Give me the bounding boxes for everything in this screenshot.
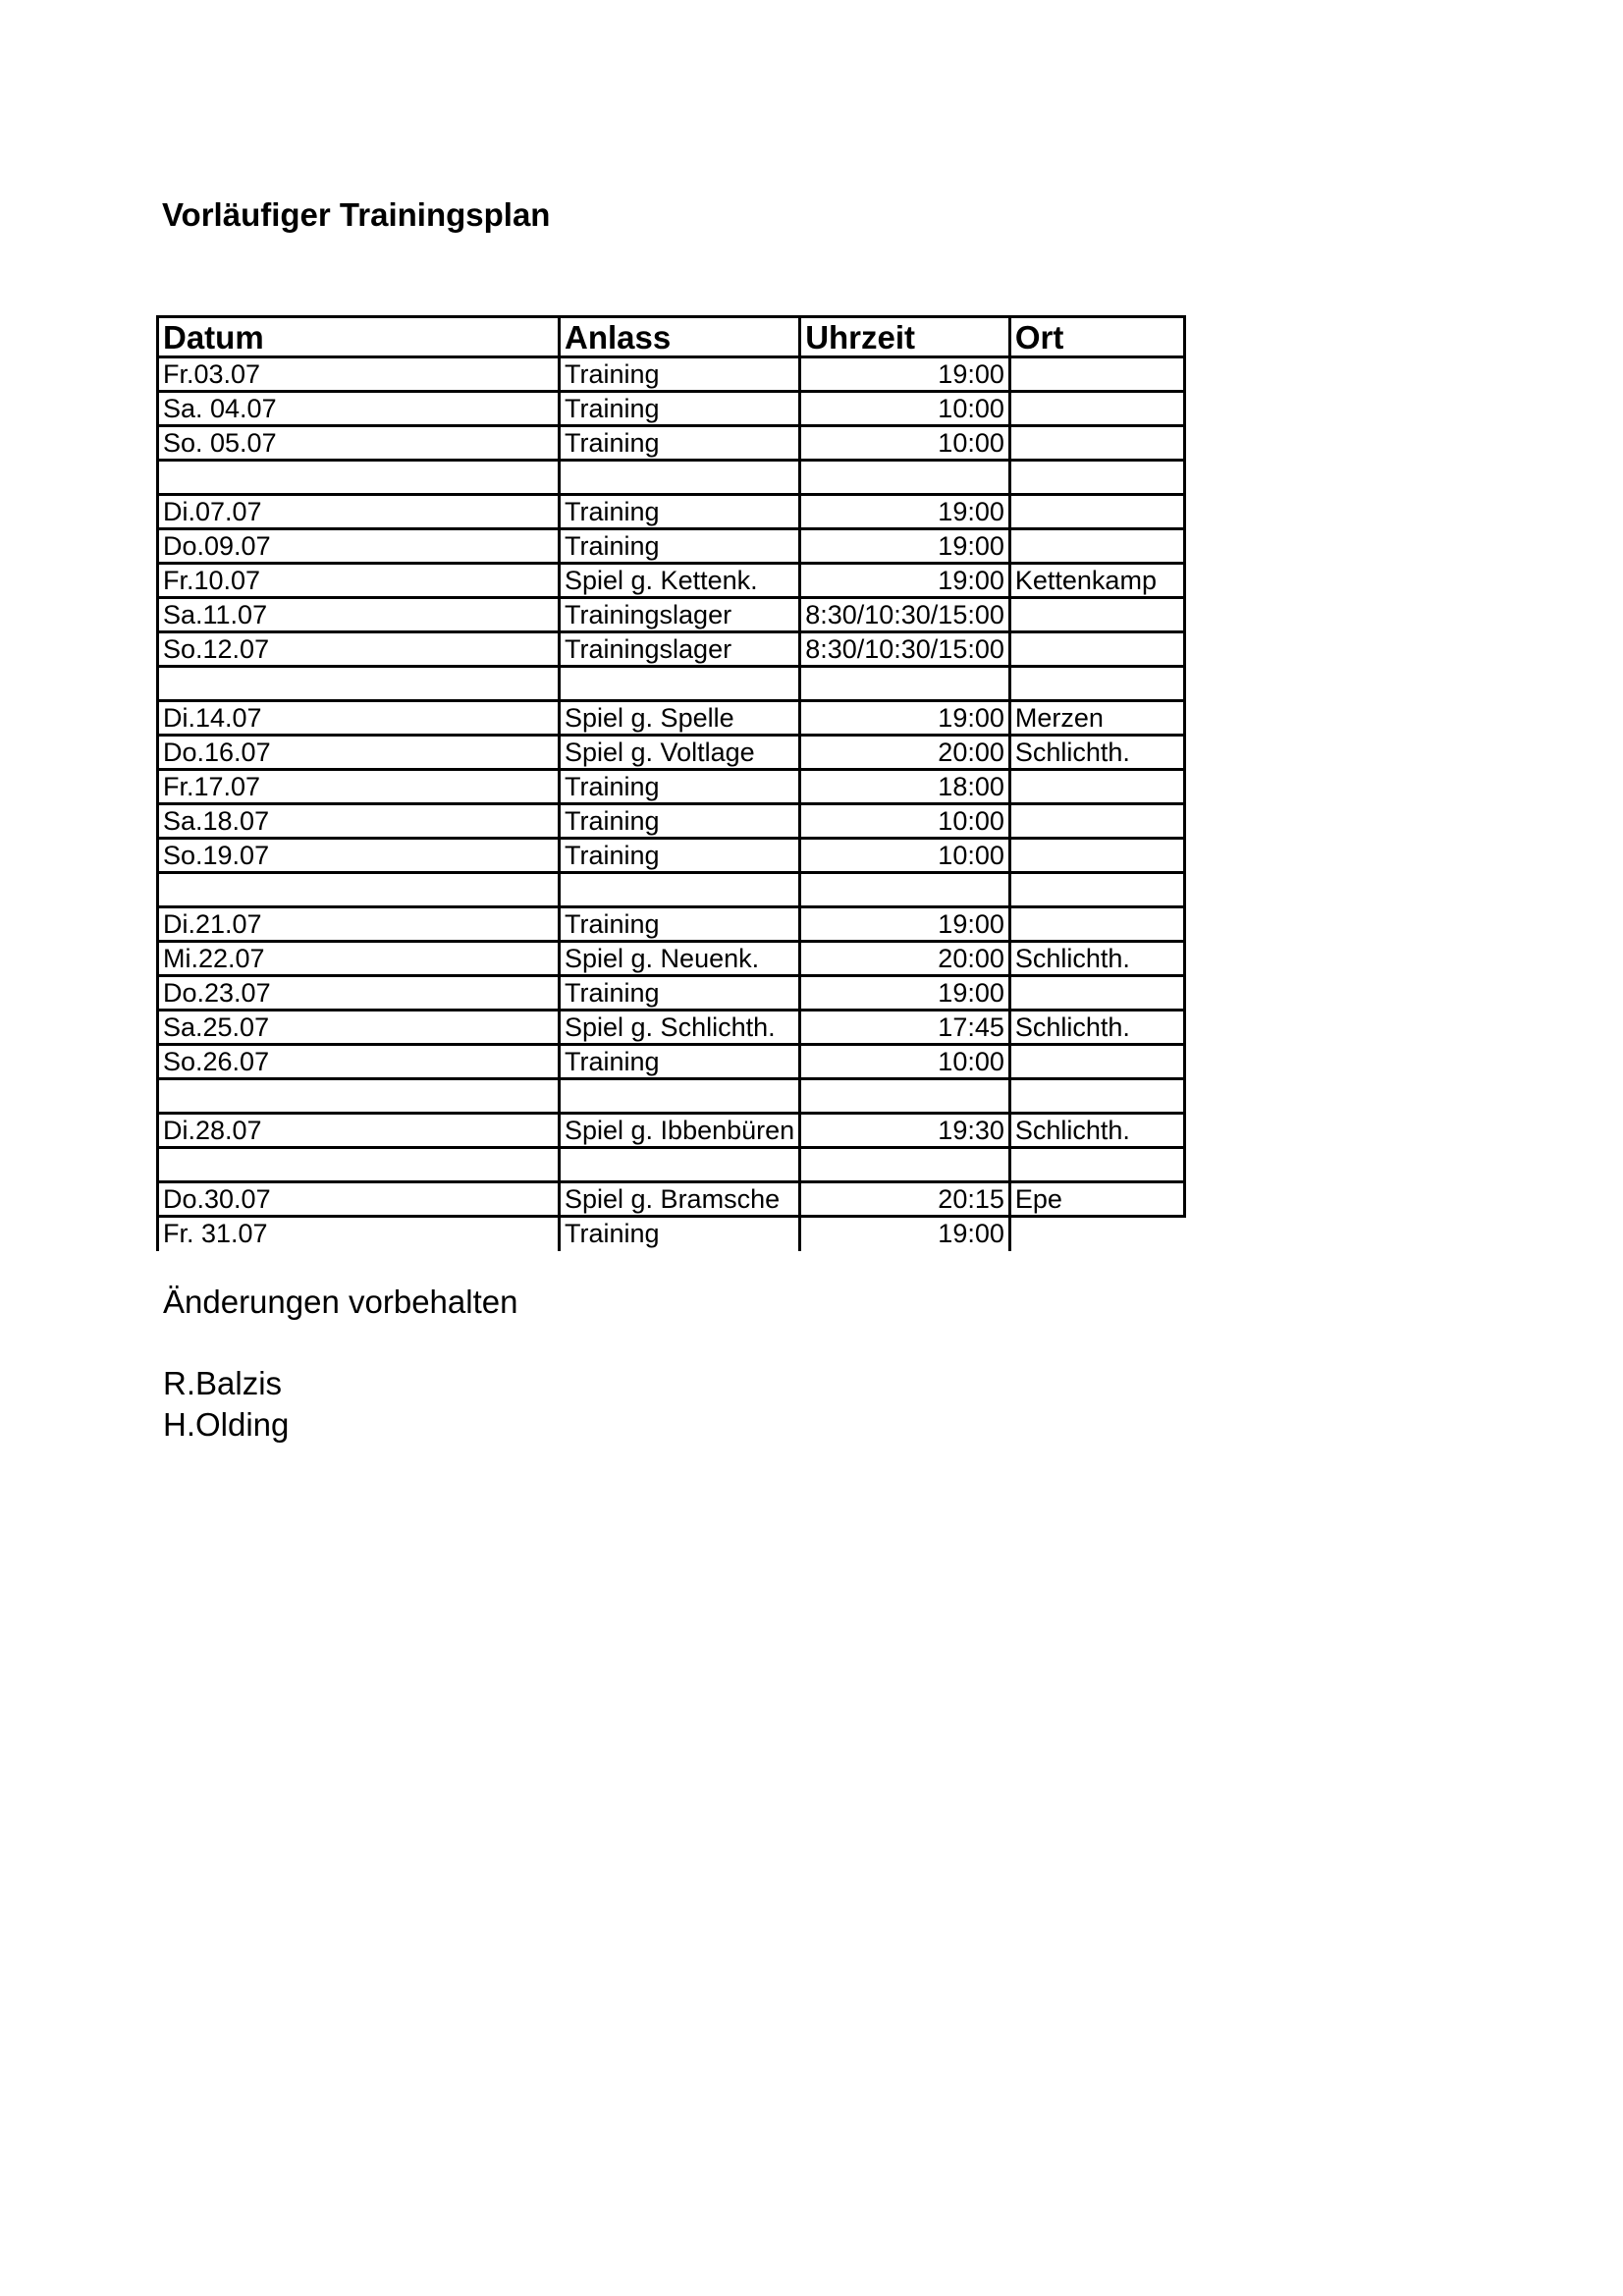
- schedule-table-container: [156, 315, 1186, 1251]
- cell-uhrzeit: 19:00: [800, 701, 1010, 736]
- cell-datum: Do.16.07: [158, 736, 560, 770]
- cell-uhrzeit: [800, 873, 1010, 907]
- cell-anlass: Trainingslager: [560, 598, 800, 632]
- cell-uhrzeit: 10:00: [800, 392, 1010, 426]
- cell-datum: Sa.25.07: [158, 1011, 560, 1045]
- cell-ort: [1009, 907, 1184, 942]
- cell-datum: Fr.10.07: [158, 564, 560, 598]
- cell-datum: Di.14.07: [158, 701, 560, 736]
- signature-name: R.Balzis: [163, 1365, 283, 1401]
- table-row: [158, 1217, 1185, 1251]
- cell-uhrzeit: 10:00: [800, 839, 1010, 873]
- cell-datum: So. 05.07: [158, 426, 560, 461]
- cell-uhrzeit: 19:00: [800, 907, 1010, 942]
- cell-datum: Di.21.07: [158, 907, 560, 942]
- column-header-datum: Datum: [158, 317, 560, 357]
- cell-uhrzeit: 19:00: [800, 357, 1010, 392]
- cell-ort: [1009, 598, 1184, 632]
- cell-anlass: [560, 667, 800, 701]
- table-row: [158, 1114, 1185, 1148]
- cell-anlass: Training: [560, 529, 800, 564]
- cell-uhrzeit: 19:00: [800, 529, 1010, 564]
- cell-anlass: [560, 1079, 800, 1114]
- cell-datum: So.12.07: [158, 632, 560, 667]
- column-header-ort: Ort: [1009, 317, 1184, 357]
- cell-anlass: Training: [560, 392, 800, 426]
- cell-uhrzeit: 20:15: [800, 1182, 1010, 1217]
- cell-uhrzeit: 19:00: [800, 564, 1010, 598]
- cell-anlass: Training: [560, 907, 800, 942]
- cell-uhrzeit: 19:00: [800, 495, 1010, 529]
- cell-datum: Di.28.07: [158, 1114, 560, 1148]
- table-header-row: [158, 317, 1185, 357]
- cell-datum: [158, 667, 560, 701]
- table-row: [158, 357, 1185, 392]
- table-row: [158, 1045, 1185, 1079]
- cell-uhrzeit: [800, 1079, 1010, 1114]
- cell-uhrzeit: 18:00: [800, 770, 1010, 804]
- cell-datum: [158, 461, 560, 495]
- cell-uhrzeit: 20:00: [800, 942, 1010, 976]
- cell-anlass: Spiel g. Bramsche: [560, 1182, 800, 1217]
- table-spacer-row: [158, 1079, 1185, 1114]
- cell-ort: [1009, 839, 1184, 873]
- cell-ort: Schlichth.: [1009, 1114, 1184, 1148]
- column-header-anlass: Anlass: [560, 317, 800, 357]
- cell-datum: Mi.22.07: [158, 942, 560, 976]
- cell-anlass: Training: [560, 357, 800, 392]
- cell-ort: [1009, 461, 1184, 495]
- cell-ort: Merzen: [1009, 701, 1184, 736]
- cell-datum: Fr.17.07: [158, 770, 560, 804]
- table-row: [158, 736, 1185, 770]
- cell-anlass: [560, 461, 800, 495]
- table-row: [158, 495, 1185, 529]
- table-spacer-row: [158, 1148, 1185, 1182]
- cell-anlass: Training: [560, 1045, 800, 1079]
- cell-ort: [1009, 976, 1184, 1011]
- cell-anlass: [560, 873, 800, 907]
- cell-ort: [1009, 426, 1184, 461]
- cell-ort: [1009, 529, 1184, 564]
- cell-ort: Schlichth.: [1009, 736, 1184, 770]
- schedule-table: [156, 315, 1186, 1251]
- cell-datum: [158, 1148, 560, 1182]
- cell-ort: [1009, 392, 1184, 426]
- table-row: [158, 529, 1185, 564]
- cell-anlass: Spiel g. Neuenk.: [560, 942, 800, 976]
- cell-datum: Sa.11.07: [158, 598, 560, 632]
- cell-anlass: Spiel g. Spelle: [560, 701, 800, 736]
- cell-anlass: Training: [560, 976, 800, 1011]
- cell-anlass: Training: [560, 1217, 800, 1251]
- cell-ort: [1009, 357, 1184, 392]
- cell-uhrzeit: 10:00: [800, 426, 1010, 461]
- cell-anlass: Spiel g. Kettenk.: [560, 564, 800, 598]
- cell-datum: So.26.07: [158, 1045, 560, 1079]
- table-spacer-row: [158, 667, 1185, 701]
- cell-ort: Epe: [1009, 1182, 1184, 1217]
- cell-uhrzeit: [800, 461, 1010, 495]
- cell-uhrzeit: 8:30/10:30/15:00: [800, 598, 1010, 632]
- cell-ort: [1009, 1148, 1184, 1182]
- cell-ort: [1009, 1079, 1184, 1114]
- table-row: [158, 770, 1185, 804]
- cell-uhrzeit: 17:45: [800, 1011, 1010, 1045]
- cell-ort: Kettenkamp: [1009, 564, 1184, 598]
- table-row: [158, 907, 1185, 942]
- cell-datum: Di.07.07: [158, 495, 560, 529]
- column-header-uhrzeit: Uhrzeit: [800, 317, 1010, 357]
- cell-datum: Do.09.07: [158, 529, 560, 564]
- table-row: [158, 942, 1185, 976]
- table-row: [158, 839, 1185, 873]
- cell-ort: [1009, 1045, 1184, 1079]
- schedule-table-body: [158, 357, 1185, 1251]
- cell-ort: [1009, 1217, 1184, 1251]
- cell-datum: Do.30.07: [158, 1182, 560, 1217]
- cell-anlass: [560, 1148, 800, 1182]
- cell-uhrzeit: 20:00: [800, 736, 1010, 770]
- cell-anlass: Trainingslager: [560, 632, 800, 667]
- table-row: [158, 598, 1185, 632]
- cell-ort: [1009, 873, 1184, 907]
- table-row: [158, 1182, 1185, 1217]
- cell-ort: Schlichth.: [1009, 1011, 1184, 1045]
- table-row: [158, 1011, 1185, 1045]
- table-row: [158, 976, 1185, 1011]
- table-row: [158, 632, 1185, 667]
- cell-datum: Fr.03.07: [158, 357, 560, 392]
- cell-ort: [1009, 632, 1184, 667]
- table-row: [158, 701, 1185, 736]
- cell-uhrzeit: 10:00: [800, 804, 1010, 839]
- cell-anlass: Spiel g. Ibbenbüren: [560, 1114, 800, 1148]
- signature-name: H.Olding: [163, 1406, 290, 1443]
- cell-ort: [1009, 495, 1184, 529]
- cell-datum: So.19.07: [158, 839, 560, 873]
- table-row: [158, 426, 1185, 461]
- cell-ort: [1009, 770, 1184, 804]
- cell-anlass: Training: [560, 804, 800, 839]
- page-title: Vorläufiger Trainingsplan: [162, 196, 551, 233]
- cell-uhrzeit: 19:00: [800, 976, 1010, 1011]
- cell-uhrzeit: [800, 1148, 1010, 1182]
- table-spacer-row: [158, 873, 1185, 907]
- table-row: [158, 392, 1185, 426]
- cell-anlass: Training: [560, 770, 800, 804]
- cell-ort: Schlichth.: [1009, 942, 1184, 976]
- table-spacer-row: [158, 461, 1185, 495]
- cell-datum: [158, 873, 560, 907]
- cell-datum: [158, 1079, 560, 1114]
- cell-anlass: Spiel g. Schlichth.: [560, 1011, 800, 1045]
- cell-datum: Fr. 31.07: [158, 1217, 560, 1251]
- disclaimer-note: Änderungen vorbehalten: [163, 1284, 518, 1320]
- cell-uhrzeit: 19:30: [800, 1114, 1010, 1148]
- cell-anlass: Spiel g. Voltlage: [560, 736, 800, 770]
- table-row: [158, 564, 1185, 598]
- cell-anlass: Training: [560, 839, 800, 873]
- cell-anlass: Training: [560, 426, 800, 461]
- cell-uhrzeit: 8:30/10:30/15:00: [800, 632, 1010, 667]
- cell-uhrzeit: 19:00: [800, 1217, 1010, 1251]
- cell-uhrzeit: [800, 667, 1010, 701]
- cell-uhrzeit: 10:00: [800, 1045, 1010, 1079]
- signature-block: [163, 1363, 289, 1446]
- cell-datum: Sa.18.07: [158, 804, 560, 839]
- cell-ort: [1009, 667, 1184, 701]
- cell-datum: Do.23.07: [158, 976, 560, 1011]
- cell-datum: Sa. 04.07: [158, 392, 560, 426]
- cell-anlass: Training: [560, 495, 800, 529]
- cell-ort: [1009, 804, 1184, 839]
- table-row: [158, 804, 1185, 839]
